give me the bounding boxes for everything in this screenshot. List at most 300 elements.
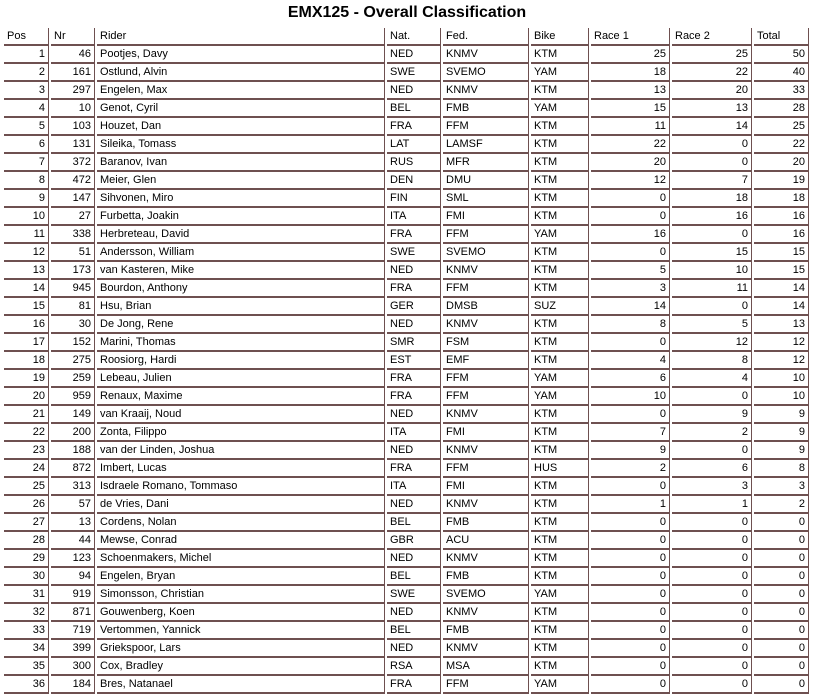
federation-cell: SVEMO [443, 244, 529, 262]
rider-cell: Simonsson, Christian [97, 586, 385, 604]
pos-cell: 36 [4, 676, 49, 694]
federation-cell: FMI [443, 478, 529, 496]
table-row [4, 190, 809, 208]
race2-points-cell: 0 [672, 568, 752, 586]
number-cell: 81 [51, 298, 95, 316]
federation-cell: KNMV [443, 316, 529, 334]
rider-cell: Ostlund, Alvin [97, 64, 385, 82]
nationality-cell: NED [387, 496, 441, 514]
race2-points-cell: 25 [672, 46, 752, 64]
pos-cell: 34 [4, 640, 49, 658]
race1-points-cell: 25 [591, 46, 670, 64]
table-row [4, 46, 809, 64]
number-cell: 297 [51, 82, 95, 100]
bike-cell: KTM [531, 172, 589, 190]
race1-points-cell: 5 [591, 262, 670, 280]
race2-points-cell: 15 [672, 244, 752, 262]
race1-points-cell: 0 [591, 676, 670, 694]
total-points-cell: 2 [754, 496, 809, 514]
total-points-cell: 40 [754, 64, 809, 82]
total-points-cell: 19 [754, 172, 809, 190]
total-points-cell: 28 [754, 100, 809, 118]
total-points-cell: 0 [754, 586, 809, 604]
total-points-cell: 0 [754, 658, 809, 676]
race1-points-cell: 0 [591, 622, 670, 640]
race2-points-cell: 0 [672, 604, 752, 622]
federation-cell: MFR [443, 154, 529, 172]
federation-cell: FFM [443, 118, 529, 136]
bike-cell: KTM [531, 136, 589, 154]
pos-cell: 21 [4, 406, 49, 424]
nationality-cell: GER [387, 298, 441, 316]
nationality-cell: RSA [387, 658, 441, 676]
race2-points-cell: 22 [672, 64, 752, 82]
federation-cell: FFM [443, 676, 529, 694]
total-points-cell: 15 [754, 262, 809, 280]
race1-points-cell: 0 [591, 244, 670, 262]
total-points-cell: 0 [754, 604, 809, 622]
federation-cell: KNMV [443, 262, 529, 280]
race2-points-cell: 12 [672, 334, 752, 352]
bike-cell: YAM [531, 388, 589, 406]
nationality-cell: NED [387, 82, 441, 100]
pos-cell: 18 [4, 352, 49, 370]
total-points-cell: 10 [754, 388, 809, 406]
race1-points-cell: 2 [591, 460, 670, 478]
race2-points-cell: 0 [672, 154, 752, 172]
rider-cell: Furbetta, Joakin [97, 208, 385, 226]
pos-cell: 26 [4, 496, 49, 514]
bike-cell: KTM [531, 424, 589, 442]
nationality-cell: NED [387, 640, 441, 658]
pos-cell: 29 [4, 550, 49, 568]
number-cell: 27 [51, 208, 95, 226]
pos-cell: 22 [4, 424, 49, 442]
federation-cell: FMB [443, 514, 529, 532]
total-points-cell: 13 [754, 316, 809, 334]
race1-points-cell: 0 [591, 334, 670, 352]
race2-points-cell: 18 [672, 190, 752, 208]
bike-cell: KTM [531, 154, 589, 172]
federation-cell: SML [443, 190, 529, 208]
bike-cell: KTM [531, 568, 589, 586]
pos-cell: 10 [4, 208, 49, 226]
column-header-rider: Rider [97, 28, 385, 46]
nationality-cell: FRA [387, 370, 441, 388]
rider-cell: Roosiorg, Hardi [97, 352, 385, 370]
rider-cell: Pootjes, Davy [97, 46, 385, 64]
column-header-fed: Fed. [443, 28, 529, 46]
race1-points-cell: 0 [591, 640, 670, 658]
federation-cell: FFM [443, 370, 529, 388]
pos-cell: 11 [4, 226, 49, 244]
nationality-cell: EST [387, 352, 441, 370]
table-row [4, 136, 809, 154]
number-cell: 338 [51, 226, 95, 244]
nationality-cell: NED [387, 46, 441, 64]
rider-cell: Baranov, Ivan [97, 154, 385, 172]
federation-cell: FMB [443, 568, 529, 586]
total-points-cell: 0 [754, 676, 809, 694]
bike-cell: KTM [531, 334, 589, 352]
federation-cell: KNMV [443, 406, 529, 424]
nationality-cell: NED [387, 550, 441, 568]
rider-cell: Lebeau, Julien [97, 370, 385, 388]
total-points-cell: 0 [754, 514, 809, 532]
number-cell: 94 [51, 568, 95, 586]
number-cell: 57 [51, 496, 95, 514]
federation-cell: ACU [443, 532, 529, 550]
classification-table [2, 28, 811, 694]
race1-points-cell: 10 [591, 388, 670, 406]
number-cell: 945 [51, 280, 95, 298]
table-row [4, 370, 809, 388]
race1-points-cell: 12 [591, 172, 670, 190]
pos-cell: 16 [4, 316, 49, 334]
federation-cell: KNMV [443, 82, 529, 100]
table-row [4, 604, 809, 622]
table-row [4, 154, 809, 172]
bike-cell: KTM [531, 262, 589, 280]
race2-points-cell: 2 [672, 424, 752, 442]
federation-cell: MSA [443, 658, 529, 676]
bike-cell: YAM [531, 586, 589, 604]
pos-cell: 14 [4, 280, 49, 298]
table-row [4, 442, 809, 460]
pos-cell: 31 [4, 586, 49, 604]
pos-cell: 17 [4, 334, 49, 352]
number-cell: 313 [51, 478, 95, 496]
federation-cell: SVEMO [443, 586, 529, 604]
race2-points-cell: 0 [672, 514, 752, 532]
nationality-cell: BEL [387, 514, 441, 532]
table-row [4, 424, 809, 442]
bike-cell: YAM [531, 676, 589, 694]
race2-points-cell: 0 [672, 136, 752, 154]
race1-points-cell: 6 [591, 370, 670, 388]
table-row [4, 586, 809, 604]
federation-cell: DMU [443, 172, 529, 190]
federation-cell: KNMV [443, 604, 529, 622]
pos-cell: 23 [4, 442, 49, 460]
rider-cell: Zonta, Filippo [97, 424, 385, 442]
race2-points-cell: 0 [672, 550, 752, 568]
bike-cell: YAM [531, 370, 589, 388]
table-row [4, 388, 809, 406]
table-header-row [4, 28, 809, 46]
table-row [4, 568, 809, 586]
rider-cell: Imbert, Lucas [97, 460, 385, 478]
pos-cell: 13 [4, 262, 49, 280]
race2-points-cell: 14 [672, 118, 752, 136]
bike-cell: KTM [531, 604, 589, 622]
bike-cell: KTM [531, 496, 589, 514]
race1-points-cell: 9 [591, 442, 670, 460]
total-points-cell: 18 [754, 190, 809, 208]
total-points-cell: 9 [754, 424, 809, 442]
rider-cell: Bres, Natanael [97, 676, 385, 694]
number-cell: 871 [51, 604, 95, 622]
race2-points-cell: 0 [672, 226, 752, 244]
race2-points-cell: 9 [672, 406, 752, 424]
race2-points-cell: 0 [672, 532, 752, 550]
rider-cell: Meier, Glen [97, 172, 385, 190]
table-row [4, 406, 809, 424]
rider-cell: Genot, Cyril [97, 100, 385, 118]
column-header-nat: Nat. [387, 28, 441, 46]
table-row [4, 226, 809, 244]
nationality-cell: GBR [387, 532, 441, 550]
race2-points-cell: 0 [672, 586, 752, 604]
rider-cell: Schoenmakers, Michel [97, 550, 385, 568]
rider-cell: Isdraele Romano, Tommaso [97, 478, 385, 496]
total-points-cell: 9 [754, 442, 809, 460]
race1-points-cell: 0 [591, 514, 670, 532]
number-cell: 184 [51, 676, 95, 694]
race1-points-cell: 0 [591, 406, 670, 424]
race1-points-cell: 0 [591, 586, 670, 604]
bike-cell: KTM [531, 46, 589, 64]
rider-cell: Engelen, Bryan [97, 568, 385, 586]
nationality-cell: BEL [387, 568, 441, 586]
bike-cell: YAM [531, 64, 589, 82]
race2-points-cell: 0 [672, 640, 752, 658]
table-row [4, 496, 809, 514]
total-points-cell: 0 [754, 532, 809, 550]
number-cell: 872 [51, 460, 95, 478]
pos-cell: 32 [4, 604, 49, 622]
nationality-cell: FRA [387, 226, 441, 244]
federation-cell: DMSB [443, 298, 529, 316]
number-cell: 959 [51, 388, 95, 406]
pos-cell: 12 [4, 244, 49, 262]
column-header-race1: Race 1 [591, 28, 670, 46]
nationality-cell: ITA [387, 208, 441, 226]
race1-points-cell: 18 [591, 64, 670, 82]
race1-points-cell: 15 [591, 100, 670, 118]
column-header-race2: Race 2 [672, 28, 752, 46]
nationality-cell: SMR [387, 334, 441, 352]
nationality-cell: NED [387, 604, 441, 622]
rider-cell: van Kraaij, Noud [97, 406, 385, 424]
federation-cell: KNMV [443, 640, 529, 658]
number-cell: 188 [51, 442, 95, 460]
number-cell: 173 [51, 262, 95, 280]
race2-points-cell: 13 [672, 100, 752, 118]
table-row [4, 118, 809, 136]
bike-cell: KTM [531, 532, 589, 550]
nationality-cell: FIN [387, 190, 441, 208]
pos-cell: 1 [4, 46, 49, 64]
nationality-cell: ITA [387, 424, 441, 442]
rider-cell: de Vries, Dani [97, 496, 385, 514]
rider-cell: Cordens, Nolan [97, 514, 385, 532]
race1-points-cell: 0 [591, 532, 670, 550]
table-row [4, 316, 809, 334]
number-cell: 200 [51, 424, 95, 442]
rider-cell: Bourdon, Anthony [97, 280, 385, 298]
race1-points-cell: 0 [591, 568, 670, 586]
number-cell: 275 [51, 352, 95, 370]
pos-cell: 35 [4, 658, 49, 676]
total-points-cell: 14 [754, 280, 809, 298]
bike-cell: HUS [531, 460, 589, 478]
federation-cell: FSM [443, 334, 529, 352]
number-cell: 123 [51, 550, 95, 568]
nationality-cell: FRA [387, 388, 441, 406]
nationality-cell: DEN [387, 172, 441, 190]
nationality-cell: NED [387, 262, 441, 280]
federation-cell: LAMSF [443, 136, 529, 154]
pos-cell: 2 [4, 64, 49, 82]
race1-points-cell: 0 [591, 478, 670, 496]
race1-points-cell: 0 [591, 190, 670, 208]
nationality-cell: ITA [387, 478, 441, 496]
nationality-cell: NED [387, 316, 441, 334]
race1-points-cell: 14 [591, 298, 670, 316]
race1-points-cell: 0 [591, 550, 670, 568]
bike-cell: KTM [531, 352, 589, 370]
total-points-cell: 33 [754, 82, 809, 100]
federation-cell: KNMV [443, 442, 529, 460]
table-row [4, 64, 809, 82]
bike-cell: KTM [531, 208, 589, 226]
total-points-cell: 25 [754, 118, 809, 136]
table-row [4, 478, 809, 496]
table-row [4, 352, 809, 370]
pos-cell: 7 [4, 154, 49, 172]
bike-cell: KTM [531, 550, 589, 568]
number-cell: 10 [51, 100, 95, 118]
federation-cell: KNMV [443, 496, 529, 514]
table-row [4, 676, 809, 694]
column-header-total: Total [754, 28, 809, 46]
pos-cell: 33 [4, 622, 49, 640]
race1-points-cell: 13 [591, 82, 670, 100]
federation-cell: FFM [443, 226, 529, 244]
number-cell: 46 [51, 46, 95, 64]
total-points-cell: 12 [754, 352, 809, 370]
federation-cell: KNMV [443, 550, 529, 568]
table-row [4, 658, 809, 676]
race1-points-cell: 0 [591, 658, 670, 676]
rider-cell: Griekspoor, Lars [97, 640, 385, 658]
rider-cell: Andersson, William [97, 244, 385, 262]
bike-cell: KTM [531, 406, 589, 424]
rider-cell: Mewse, Conrad [97, 532, 385, 550]
column-header-bike: Bike [531, 28, 589, 46]
nationality-cell: BEL [387, 100, 441, 118]
race2-points-cell: 7 [672, 172, 752, 190]
table-row [4, 262, 809, 280]
total-points-cell: 15 [754, 244, 809, 262]
table-row [4, 532, 809, 550]
number-cell: 919 [51, 586, 95, 604]
pos-cell: 28 [4, 532, 49, 550]
total-points-cell: 9 [754, 406, 809, 424]
bike-cell: KTM [531, 280, 589, 298]
race2-points-cell: 11 [672, 280, 752, 298]
nationality-cell: LAT [387, 136, 441, 154]
federation-cell: FFM [443, 460, 529, 478]
nationality-cell: SWE [387, 586, 441, 604]
total-points-cell: 10 [754, 370, 809, 388]
rider-cell: Houzet, Dan [97, 118, 385, 136]
bike-cell: KTM [531, 478, 589, 496]
bike-cell: SUZ [531, 298, 589, 316]
pos-cell: 9 [4, 190, 49, 208]
race1-points-cell: 20 [591, 154, 670, 172]
number-cell: 44 [51, 532, 95, 550]
nationality-cell: SWE [387, 244, 441, 262]
rider-cell: Marini, Thomas [97, 334, 385, 352]
federation-cell: SVEMO [443, 64, 529, 82]
pos-cell: 19 [4, 370, 49, 388]
column-header-nr: Nr [51, 28, 95, 46]
total-points-cell: 0 [754, 568, 809, 586]
rider-cell: Vertommen, Yannick [97, 622, 385, 640]
federation-cell: FFM [443, 388, 529, 406]
race2-points-cell: 8 [672, 352, 752, 370]
nationality-cell: NED [387, 442, 441, 460]
pos-cell: 30 [4, 568, 49, 586]
number-cell: 399 [51, 640, 95, 658]
rider-cell: Sileika, Tomass [97, 136, 385, 154]
pos-cell: 27 [4, 514, 49, 532]
federation-cell: FMI [443, 424, 529, 442]
number-cell: 372 [51, 154, 95, 172]
bike-cell: KTM [531, 658, 589, 676]
total-points-cell: 12 [754, 334, 809, 352]
rider-cell: van Kasteren, Mike [97, 262, 385, 280]
rider-cell: Engelen, Max [97, 82, 385, 100]
nationality-cell: SWE [387, 64, 441, 82]
federation-cell: FFM [443, 280, 529, 298]
bike-cell: KTM [531, 442, 589, 460]
nationality-cell: RUS [387, 154, 441, 172]
total-points-cell: 0 [754, 550, 809, 568]
rider-cell: Renaux, Maxime [97, 388, 385, 406]
federation-cell: FMB [443, 100, 529, 118]
rider-cell: van der Linden, Joshua [97, 442, 385, 460]
total-points-cell: 3 [754, 478, 809, 496]
race2-points-cell: 0 [672, 388, 752, 406]
rider-cell: Gouwenberg, Koen [97, 604, 385, 622]
bike-cell: KTM [531, 622, 589, 640]
table-row [4, 334, 809, 352]
table-row [4, 244, 809, 262]
number-cell: 719 [51, 622, 95, 640]
nationality-cell: BEL [387, 622, 441, 640]
table-row [4, 640, 809, 658]
table-row [4, 208, 809, 226]
race1-points-cell: 0 [591, 208, 670, 226]
total-points-cell: 0 [754, 640, 809, 658]
race1-points-cell: 7 [591, 424, 670, 442]
rider-cell: Cox, Bradley [97, 658, 385, 676]
number-cell: 149 [51, 406, 95, 424]
bike-cell: KTM [531, 118, 589, 136]
bike-cell: KTM [531, 82, 589, 100]
table-row [4, 280, 809, 298]
total-points-cell: 16 [754, 226, 809, 244]
number-cell: 30 [51, 316, 95, 334]
bike-cell: KTM [531, 244, 589, 262]
federation-cell: EMF [443, 352, 529, 370]
race2-points-cell: 5 [672, 316, 752, 334]
table-row [4, 514, 809, 532]
column-header-pos: Pos [4, 28, 49, 46]
